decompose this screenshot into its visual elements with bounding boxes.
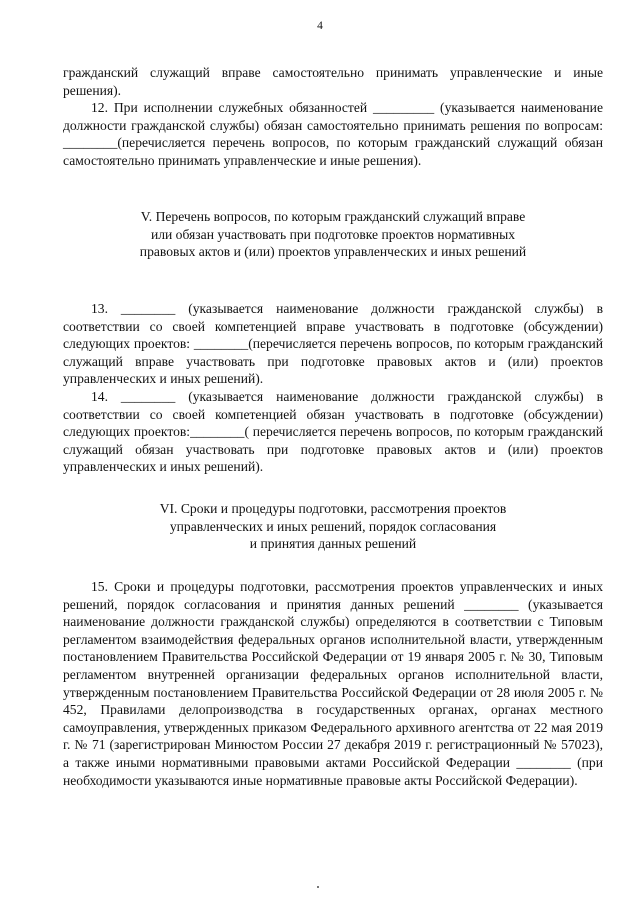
- paragraph-continuation: гражданский служащий вправе самостоятельно принимать управленческие и иные решения).: [63, 65, 603, 98]
- section-v-body: [63, 300, 603, 476]
- section-v-title-line-3: правовых актов и (или) проектов управленческих и иных решений: [139, 244, 527, 260]
- section-v-title-line-2: или обязан участвовать при подготовке проектов нормативных: [150, 226, 516, 242]
- section-vi-title-line-1: VI. Сроки и процедуры подготовки, рассмотрения проектов: [159, 501, 507, 516]
- section-vi-heading: [63, 500, 603, 553]
- section-vi-body: [63, 578, 603, 789]
- paragraph-12: 12. При исполнении служебных обязанностей _________ (указывается наименование должности гражданской службы) обязан самостоятельно принимать решения по вопросам: ________(перечисляется перечень вопросов, по которым гражданский служащий обязан самостоятельно принимать управленческие и иные решения).: [63, 100, 603, 168]
- section-v-heading: [63, 208, 603, 261]
- paragraph-14: 14. ________ (указывается наименование должности гражданской службы) в соответствии со своей компетенцией обязан участвовать в подготовке (обсуждении) следующих проектов:________( перечисляется перечень вопросов, по которым гражданский служащий обязан участвовать при подготовке правовых актов и (или) проектов управленческих и иных решений).: [63, 388, 603, 475]
- top-paragraphs: [63, 64, 603, 170]
- section-vi-title-line-2: управленческих и иных решений, порядок согласования: [169, 518, 497, 534]
- page-number: 4: [317, 20, 323, 32]
- section-v-title-line-1: V. Перечень вопросов, по которым гражданский служащий вправе: [140, 209, 526, 224]
- paragraph-13: 13. ________ (указывается наименование должности гражданской службы) в соответствии со своей компетенцией вправе участвовать в подготовке (обсуждении) следующих проектов: ________(перечисляется перечень вопросов, по которым гражданский служащий вправе участвовать при подготовке правовых актов и (или) проектов управленческих и иных решений).: [63, 301, 603, 387]
- scan-speck: [317, 886, 319, 888]
- paragraph-15: 15. Сроки и процедуры подготовки, рассмотрения проектов управленческих и иных решений, порядок согласования и принятия данных решений ________ (указывается наименование должности гражданской службы) определяются в соответствии с Типовым регламентом взаимодействия федеральных органов исполнительной власти, утвержденным постановлением Правительства Российской Федерации от 19 января 2005 г. № 30, Типовым регламентом внутренней организации федеральных органов исполнительной власти, утвержденным постановлением Правительства Российской Федерации от 28 июля 2005 г. № 452, Правилами делопроизводства в государственных органах, органах местного самоуправления, утвержденных приказом Федерального архивного агентства от 22 мая 2019 г. № 71 (зарегистрирован Минюстом России 27 декабря 2019 г. регистрационный № 57023), а также иными нормативными правовыми актами Российской Федерации ________ (при необходимости указываются иные нормативные правовые акты Российской Федерации).: [63, 579, 603, 788]
- section-vi-title-line-3: и принятия данных решений: [249, 536, 417, 552]
